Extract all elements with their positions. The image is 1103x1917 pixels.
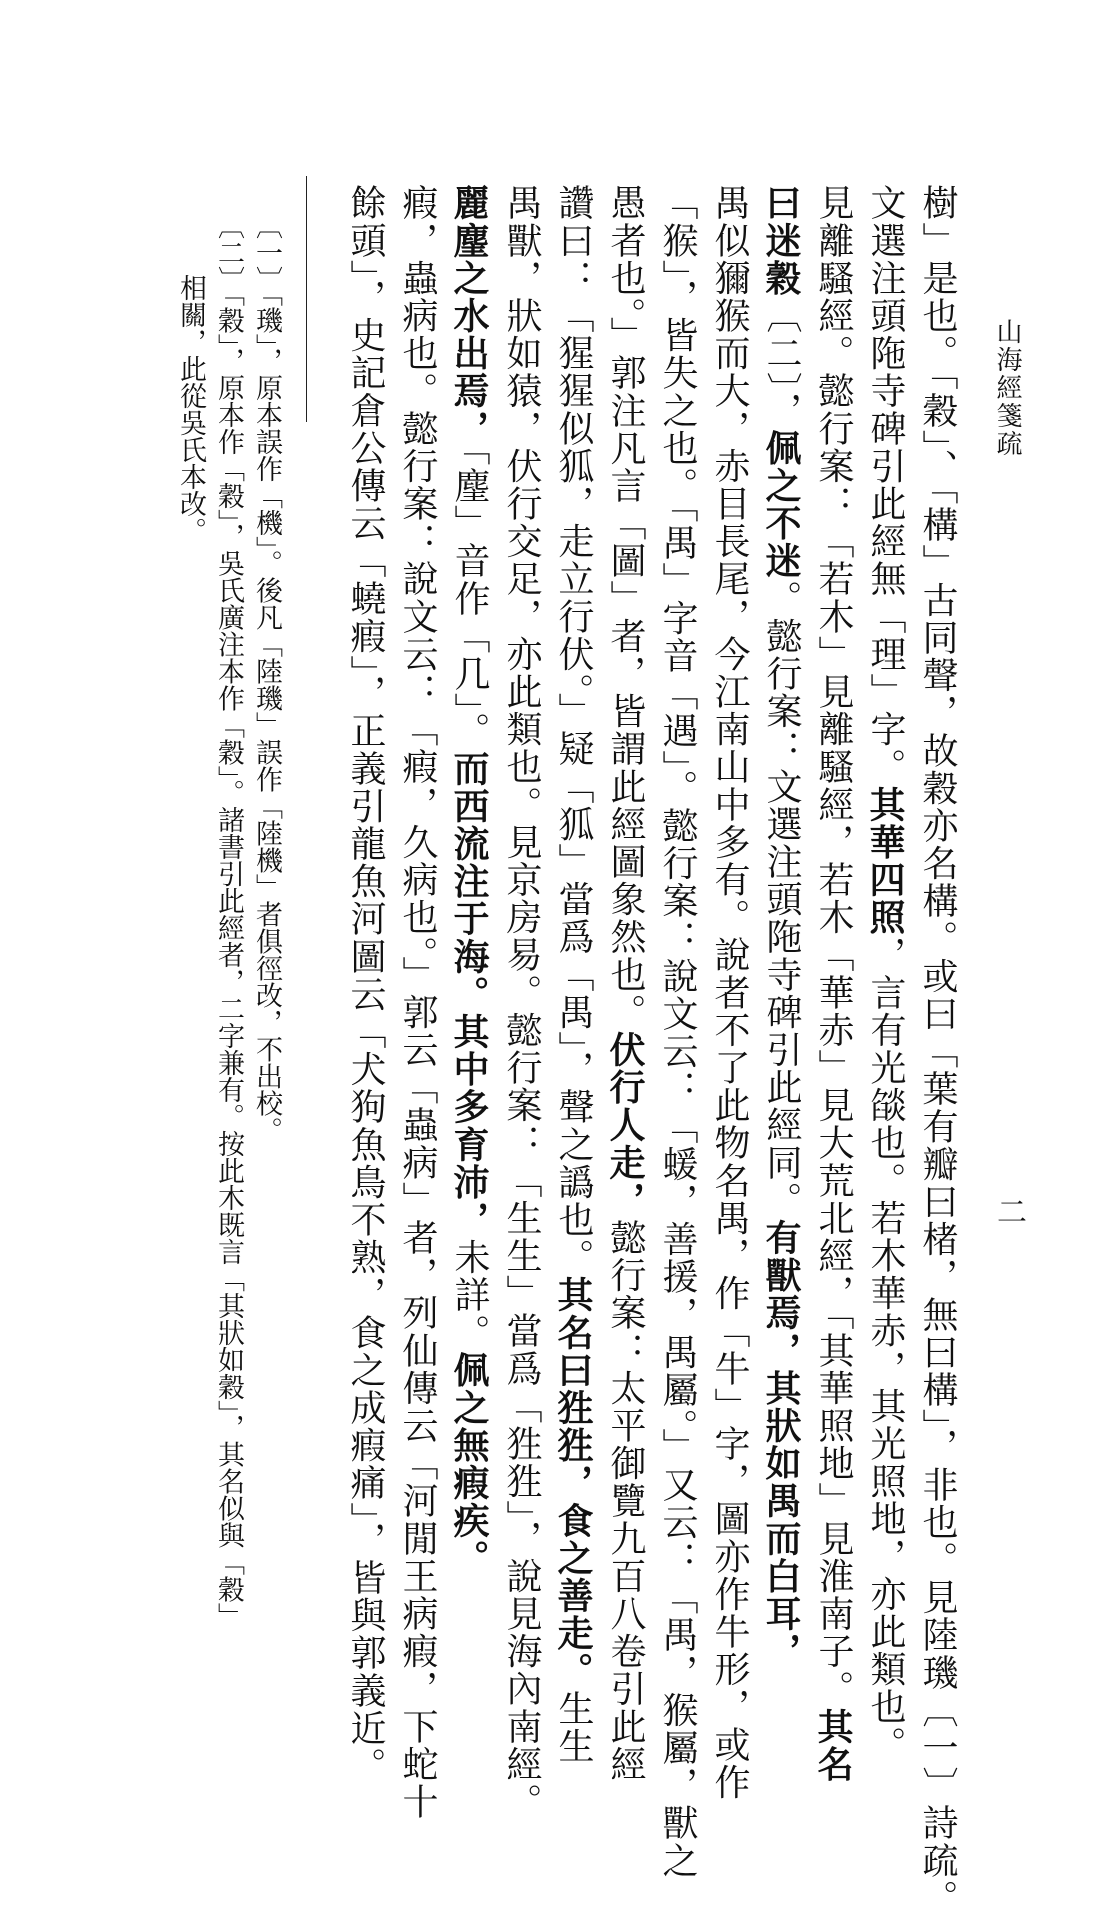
text-column-3: 見離騷經。懿行案：「若木」見離騷經，若木「華赤」見大荒北經，「其華照地」見淮南子。其名 — [812, 184, 854, 1783]
text-column-10: 麗麈之水出焉，「麈」音作「几」。而西流注于海。其中多育沛，未詳。佩之無瘕疾。 — [448, 184, 490, 1577]
text-column-7: 愚者也。」郭注凡言「圖」者，皆謂此經圖象然也。伏行人走，懿行案：太平御覽九百八卷引此經 — [604, 184, 646, 1783]
text-column-6: 「猴」，皆失之也。「禺」字音「遇」。懿行案：說文云：「蝯，善援，禺屬。」又云：「禺，猴屬，獸之 — [657, 184, 698, 1880]
page-number: 二 — [991, 1196, 1026, 1226]
text-column-2: 文選注頭陁寺碑引此經無「理」字。其華四照，言有光燄也。若木華赤，其光照地，亦此類也。 — [864, 184, 906, 1764]
footnote-divider — [306, 176, 307, 422]
text-column-12: 餘頭」，史記倉公傳云「蟯瘕」，正義引龍魚河圖云「犬狗魚鳥不熟，食之成瘕痛」，皆與郭義近。 — [345, 184, 386, 1785]
text-column-9: 禺獸，狀如猿，伏行交足，亦此類也。見京房易。懿行案：「生生」當爲「狌狌」，說見海內南經。 — [501, 184, 542, 1821]
text-column-4: 曰迷穀〔二〕，佩之不迷。懿行案：文選注頭陁寺碑引此經同。有獸焉，其狀如禺而白耳， — [760, 184, 802, 1671]
footnote-2: 〔二〕「穀」，原本作「穀」，吳氏廣注本作「穀」。諸書引此經者，二字兼有。按此木既言「其狀如穀」，其名似與「穀」 — [213, 212, 244, 1630]
text-column-5: 禺似獮猴而大，赤目長尾，今江南山中多有。說者不了此物名禺，作「牛」字，圖亦作牛形，或作 — [709, 184, 750, 1801]
text-column-11: 瘕，蟲病也。懿行案：說文云：「瘕，久病也。」郭云「蟲病」者，列仙傳云「河閒王病瘕，下蛇十 — [397, 184, 438, 1821]
running-title: 山海經箋疏 — [992, 318, 1022, 458]
text-column-8: 讚曰：「猩猩似狐，走立行伏。」疑「狐」當爲「禺」，聲之譌也。其名曰狌狌，食之善走。生生 — [552, 184, 594, 1765]
text-column-1: 樹」是也。「穀」、「構」古同聲，故穀亦名構。或曰「葉有瓣曰楮，無曰構」，非也。見陸璣〔一〕詩疏。 — [917, 184, 958, 1917]
footnote-1: 〔一〕「璣」，原本誤作「機」。後凡「陸璣」誤作「陸機」者俱徑改，不出校。 — [251, 212, 282, 1144]
footnote-2-continued: 相關，此從吳氏本改。 — [175, 274, 206, 544]
